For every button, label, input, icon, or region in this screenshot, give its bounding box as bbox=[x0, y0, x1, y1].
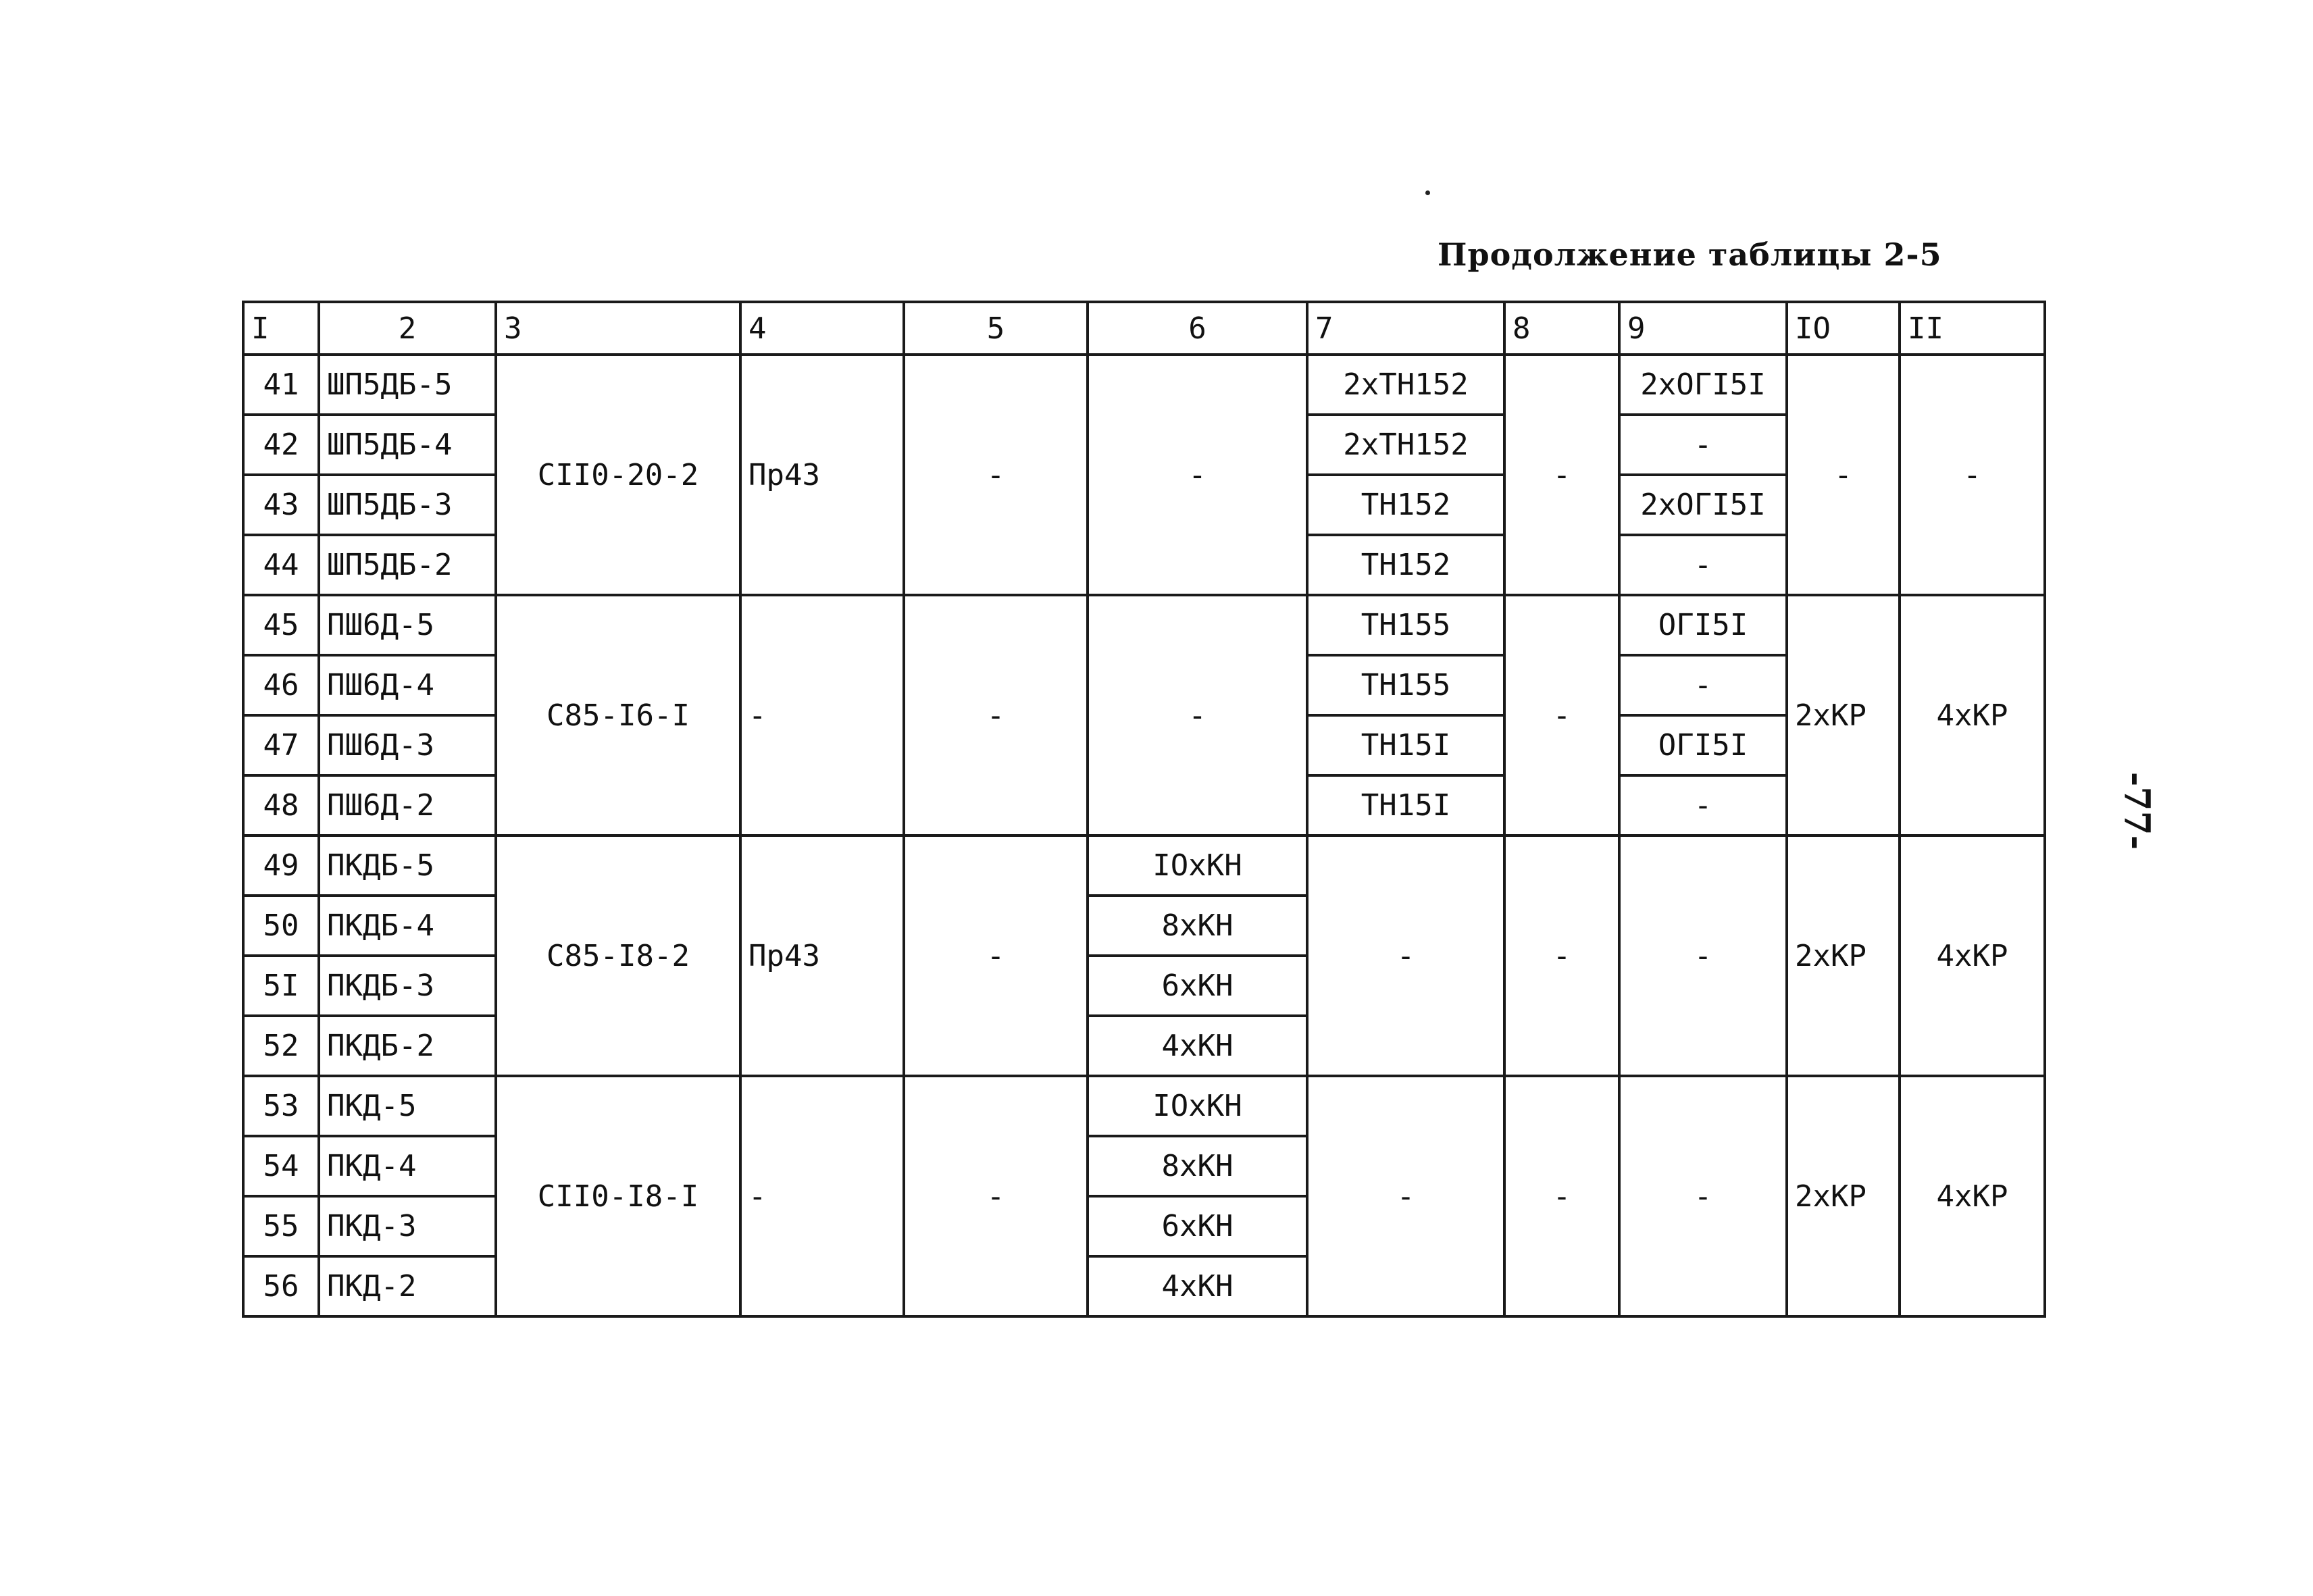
header-cell: 3 bbox=[496, 302, 740, 355]
group-col10: - bbox=[1787, 355, 1900, 595]
header-cell: 4 bbox=[740, 302, 904, 355]
row-col7: TH15I bbox=[1307, 775, 1504, 835]
row-col6: 8xKH bbox=[1088, 1136, 1307, 1196]
row-number: 48 bbox=[243, 775, 319, 835]
header-cell: 7 bbox=[1307, 302, 1504, 355]
row-col6: IOxKH bbox=[1088, 1076, 1307, 1136]
row-col6: 4xKH bbox=[1088, 1256, 1307, 1316]
row-number: 47 bbox=[243, 715, 319, 775]
row-number: 46 bbox=[243, 655, 319, 715]
row-col7: TH15I bbox=[1307, 715, 1504, 775]
row-col9: - bbox=[1619, 655, 1787, 715]
row-col6: 6xKH bbox=[1088, 1196, 1307, 1256]
group-col9: - bbox=[1619, 835, 1787, 1076]
table-row bbox=[243, 595, 2045, 655]
row-col9: - bbox=[1619, 415, 1787, 475]
header-cell: 6 bbox=[1088, 302, 1307, 355]
row-mark: ПКДБ-3 bbox=[319, 956, 496, 1016]
group-col11: 4xKP bbox=[1900, 835, 2045, 1076]
row-mark: ПКД-2 bbox=[319, 1256, 496, 1316]
header-cell: 5 bbox=[904, 302, 1088, 355]
row-mark: ШП5ДБ-4 bbox=[319, 415, 496, 475]
group-col6: - bbox=[1088, 595, 1307, 835]
header-cell: IO bbox=[1787, 302, 1900, 355]
group-col10: 2xKP bbox=[1787, 595, 1900, 835]
group-col7: - bbox=[1307, 1076, 1504, 1316]
row-number: 53 bbox=[243, 1076, 319, 1136]
row-col6: IOxKH bbox=[1088, 835, 1307, 896]
group-col11: 4xKP bbox=[1900, 1076, 2045, 1316]
group-col8: - bbox=[1504, 595, 1619, 835]
row-mark: ПКДБ-2 bbox=[319, 1016, 496, 1076]
row-col7: TH152 bbox=[1307, 535, 1504, 595]
group-col4: - bbox=[740, 1076, 904, 1316]
row-col9: - bbox=[1619, 775, 1787, 835]
row-col7: TH155 bbox=[1307, 655, 1504, 715]
table-row bbox=[243, 355, 2045, 415]
row-col9: 2xOГI5I bbox=[1619, 355, 1787, 415]
group-col3: C85-I6-I bbox=[496, 595, 740, 835]
row-number: 50 bbox=[243, 896, 319, 956]
group-col8: - bbox=[1504, 835, 1619, 1076]
group-col10: 2xKP bbox=[1787, 835, 1900, 1076]
row-col9: - bbox=[1619, 535, 1787, 595]
group-col9: - bbox=[1619, 1076, 1787, 1316]
page-number: -77- bbox=[2116, 771, 2158, 850]
group-col7: - bbox=[1307, 835, 1504, 1076]
stray-dot bbox=[1425, 190, 1430, 195]
row-mark: ПШ6Д-2 bbox=[319, 775, 496, 835]
table-caption: Продолжение таблицы 2-5 bbox=[1438, 236, 1942, 273]
group-col5: - bbox=[904, 1076, 1088, 1316]
header-row bbox=[243, 302, 2045, 355]
row-number: 44 bbox=[243, 535, 319, 595]
row-number: 42 bbox=[243, 415, 319, 475]
group-col4: Пр43 bbox=[740, 355, 904, 595]
row-number: 49 bbox=[243, 835, 319, 896]
header-cell: 9 bbox=[1619, 302, 1787, 355]
row-col9: OГI5I bbox=[1619, 715, 1787, 775]
row-col7: TH155 bbox=[1307, 595, 1504, 655]
row-mark: ПКДБ-4 bbox=[319, 896, 496, 956]
row-number: 55 bbox=[243, 1196, 319, 1256]
group-col3: C85-I8-2 bbox=[496, 835, 740, 1076]
group-col11: - bbox=[1900, 355, 2045, 595]
row-mark: ПКДБ-5 bbox=[319, 835, 496, 896]
group-col4: Пр43 bbox=[740, 835, 904, 1076]
table-row bbox=[243, 835, 2045, 896]
group-col10: 2xKP bbox=[1787, 1076, 1900, 1316]
group-col5: - bbox=[904, 595, 1088, 835]
row-mark: ШП5ДБ-2 bbox=[319, 535, 496, 595]
row-number: 5I bbox=[243, 956, 319, 1016]
row-col7: 2xTH152 bbox=[1307, 415, 1504, 475]
row-col7: 2xTH152 bbox=[1307, 355, 1504, 415]
group-col6: - bbox=[1088, 355, 1307, 595]
header-cell: I bbox=[243, 302, 319, 355]
row-mark: ПКД-3 bbox=[319, 1196, 496, 1256]
group-col11: 4xKP bbox=[1900, 595, 2045, 835]
row-number: 52 bbox=[243, 1016, 319, 1076]
row-number: 56 bbox=[243, 1256, 319, 1316]
row-number: 43 bbox=[243, 475, 319, 535]
table-row bbox=[243, 1076, 2045, 1136]
row-mark: ПКД-5 bbox=[319, 1076, 496, 1136]
group-col5: - bbox=[904, 835, 1088, 1076]
row-col9: 2xOГI5I bbox=[1619, 475, 1787, 535]
row-number: 54 bbox=[243, 1136, 319, 1196]
header-cell: 2 bbox=[319, 302, 496, 355]
row-number: 41 bbox=[243, 355, 319, 415]
row-col9: OГI5I bbox=[1619, 595, 1787, 655]
header-cell: II bbox=[1900, 302, 2045, 355]
group-col4: - bbox=[740, 595, 904, 835]
row-number: 45 bbox=[243, 595, 319, 655]
row-col6: 8xKH bbox=[1088, 896, 1307, 956]
row-mark: ПКД-4 bbox=[319, 1136, 496, 1196]
row-mark: ШП5ДБ-3 bbox=[319, 475, 496, 535]
spec-table bbox=[242, 301, 2046, 1318]
group-col3: CII0-20-2 bbox=[496, 355, 740, 595]
group-col8: - bbox=[1504, 1076, 1619, 1316]
row-mark: ПШ6Д-5 bbox=[319, 595, 496, 655]
row-mark: ПШ6Д-3 bbox=[319, 715, 496, 775]
row-col7: TH152 bbox=[1307, 475, 1504, 535]
row-col6: 6xKH bbox=[1088, 956, 1307, 1016]
row-mark: ПШ6Д-4 bbox=[319, 655, 496, 715]
group-col5: - bbox=[904, 355, 1088, 595]
header-cell: 8 bbox=[1504, 302, 1619, 355]
row-mark: ШП5ДБ-5 bbox=[319, 355, 496, 415]
group-col3: CII0-I8-I bbox=[496, 1076, 740, 1316]
group-col8: - bbox=[1504, 355, 1619, 595]
row-col6: 4xKH bbox=[1088, 1016, 1307, 1076]
